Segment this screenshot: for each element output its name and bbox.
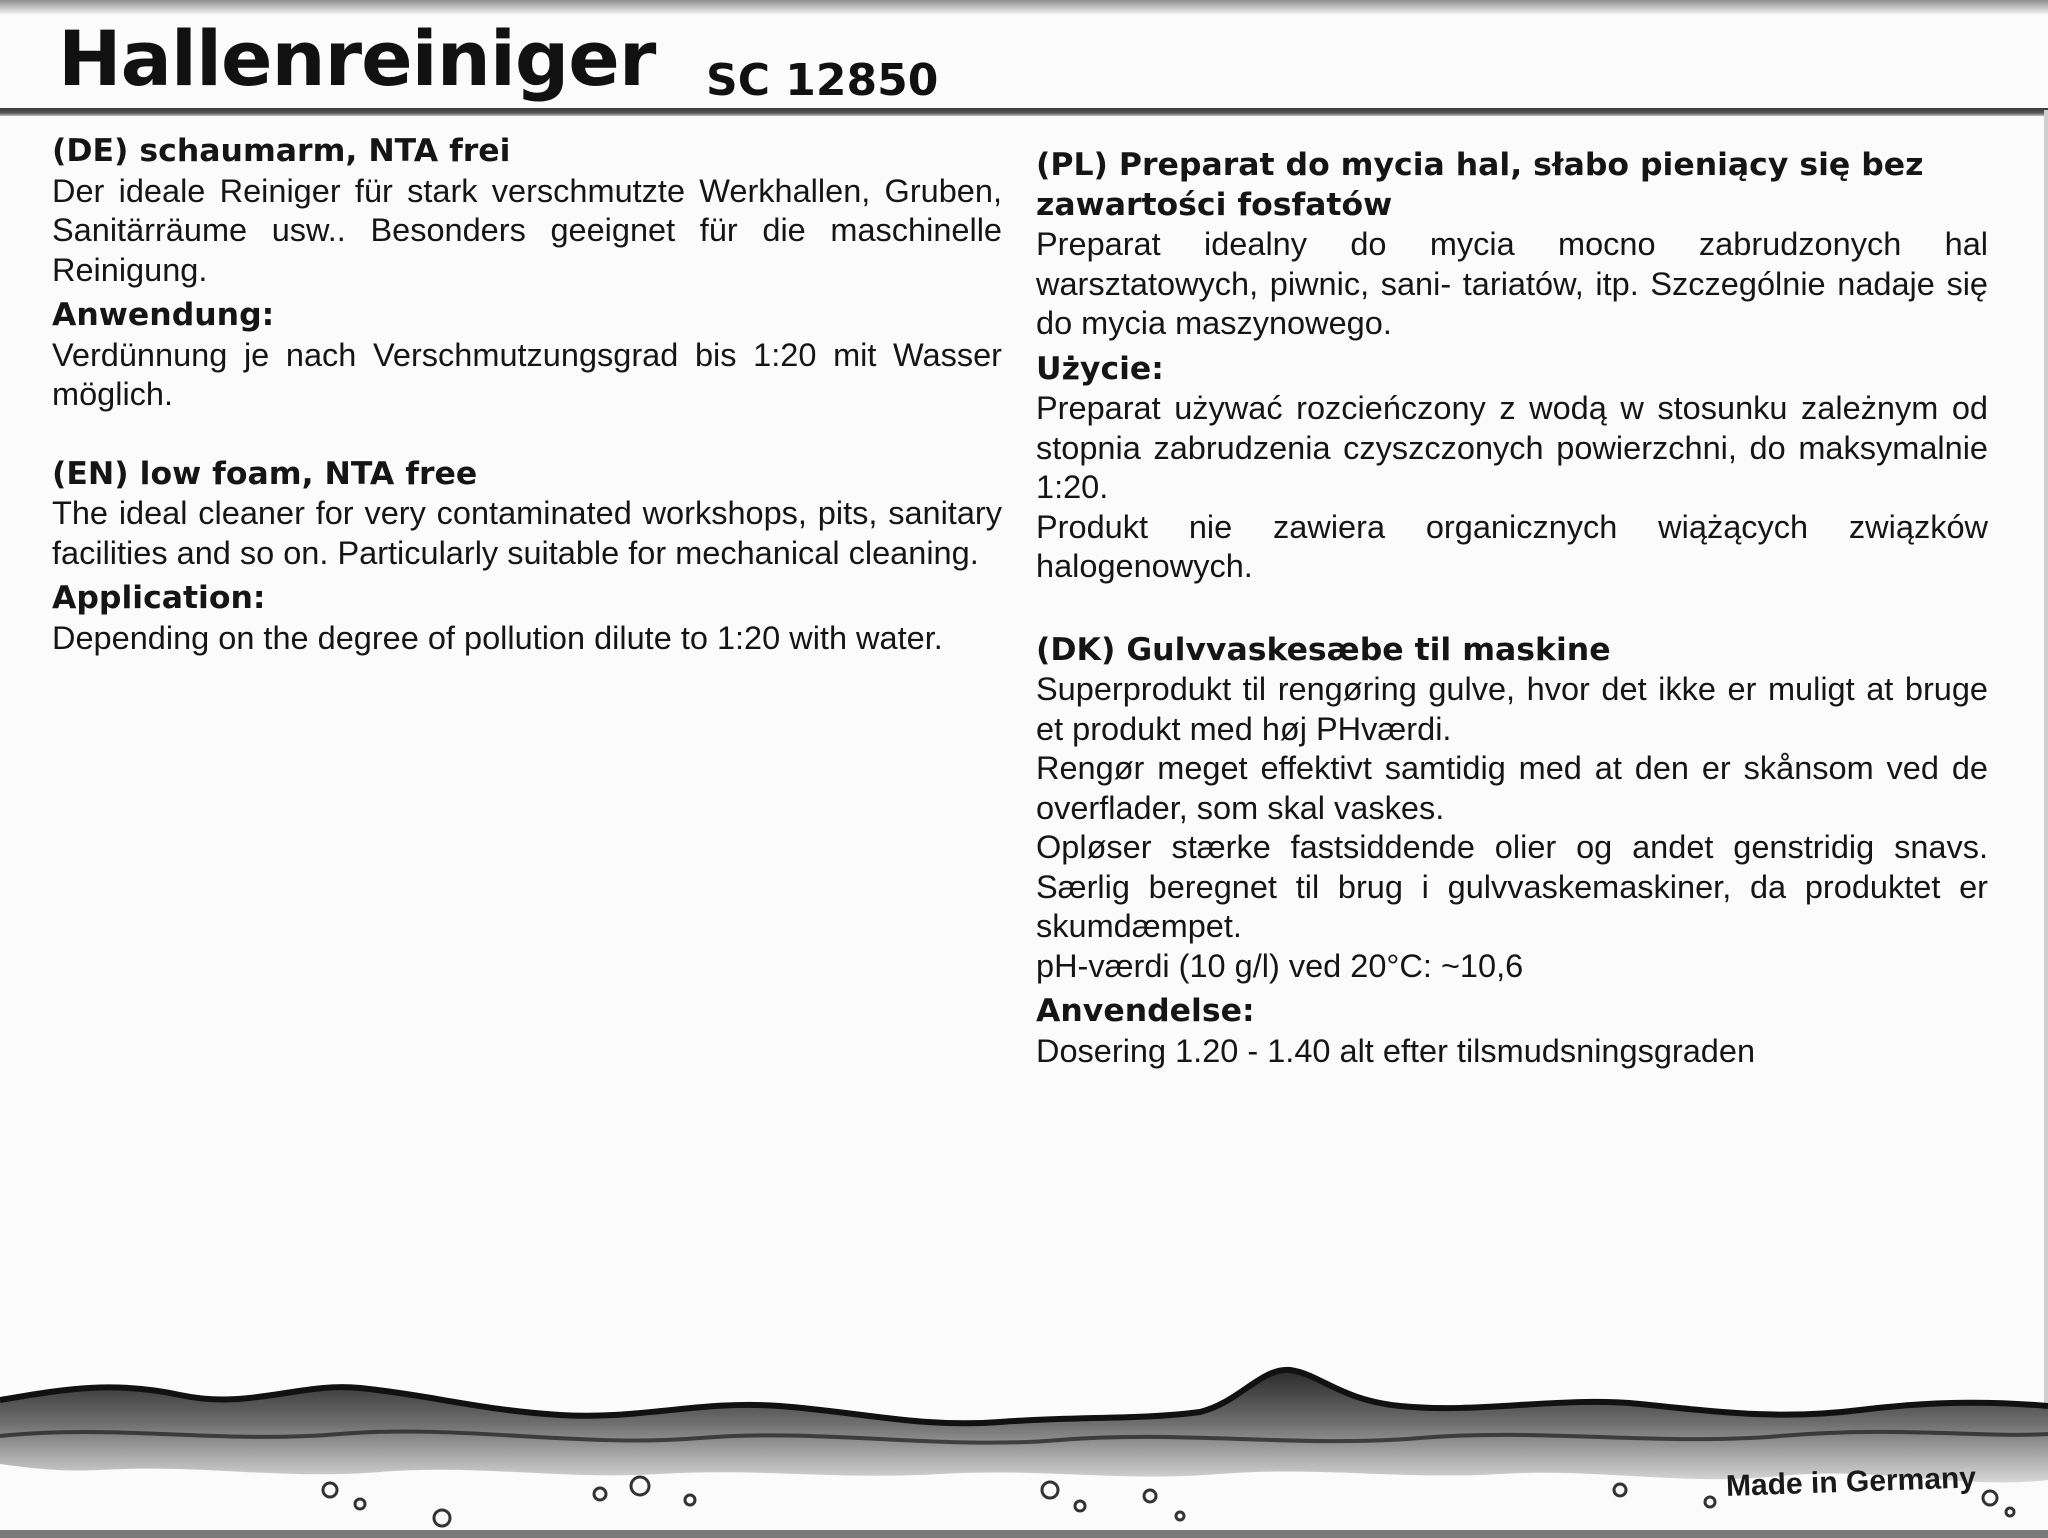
dk-usage: Dosering 1.20 - 1.40 alt efter tilsmudsningsgraden — [1036, 1032, 1756, 1069]
pl-body: Preparat idealny do mycia mocno zabrudzonych hal warsztatowych, piwnic, sani- tariatów, itp. Szczególnie nadaje się do mycia maszynowego. — [1036, 226, 1988, 341]
section-de — [52, 132, 1002, 415]
made-in-germany-text: Made in Germany — [1725, 1461, 1977, 1503]
dk-body-1: Superprodukt til rengøring gulve, hvor det ikke er muligt at bruge et produkt med høj PHværdi. — [1036, 671, 1988, 747]
en-usage-heading: Application: — [52, 580, 266, 616]
dk-heading: (DK) Gulvvaskesæbe til maskine — [1036, 631, 1611, 668]
de-body: Der ideale Reiniger für stark verschmutzte Werkhallen, Gruben, Sanitärräume usw.. Besonders geeignet für die maschinelle Reinigung. — [52, 172, 1002, 288]
dk-body-2: Rengør meget effektivt samtidig med at den er skånsom ved de overflader, som skal vaskes. — [1036, 750, 1988, 826]
dk-ph-value: pH-værdi (10 g/l) ved 20°C: ~10,6 — [1036, 947, 1524, 984]
dk-body-3: Opløser stærke fastsiddende olier og andet genstridig snavs. Særlig beregnet til brug i gulvvaskemaskiner, da produktet er skumdæmpet. — [1036, 829, 1988, 944]
water-wave-graphic — [0, 1340, 2048, 1538]
pl-usage: Preparat używać rozcieńczony z wodą w stosunku zależnym od stopnia zabrudzenia czyszczonych powierzchni, do maksymalnie 1:20. — [1036, 390, 1988, 505]
pl-usage-heading: Użycie: — [1036, 350, 1164, 387]
product-code: SC 12850 — [706, 55, 939, 106]
label-header — [0, 0, 2048, 120]
right-column — [1036, 146, 1988, 1071]
product-title: Hallenreiniger — [58, 14, 656, 103]
wave-body — [0, 1370, 2048, 1483]
dk-usage-heading: Anvendelse: — [1036, 993, 1255, 1029]
header-divider — [0, 108, 2048, 116]
section-pl — [1036, 146, 1988, 587]
en-body: The ideal cleaner for very contaminated workshops, pits, sanitary facilities and so on. Particularly suitable for mechanical cleaning. — [52, 495, 1002, 571]
section-en — [52, 455, 1002, 659]
de-usage: Verdünnung je nach Verschmutzungsgrad bis 1:20 mit Wasser möglich. — [52, 336, 1002, 412]
de-heading: (DE) schaumarm, NTA frei — [52, 133, 511, 169]
pl-note: Produkt nie zawiera organicznych wiążących związków halogenowych. — [1036, 508, 1988, 584]
en-usage: Depending on the degree of pollution dilute to 1:20 with water. — [52, 619, 943, 656]
left-column — [52, 132, 1002, 658]
right-border — [2044, 110, 2048, 1410]
pl-heading: (PL) Preparat do mycia hal, słabo pieniący się bez zawartości fosfatów — [1036, 147, 1924, 223]
de-usage-heading: Anwendung: — [52, 297, 275, 333]
en-heading: (EN) low foam, NTA free — [52, 455, 478, 492]
bottom-edge — [0, 1530, 2048, 1538]
section-dk — [1036, 631, 1988, 1072]
